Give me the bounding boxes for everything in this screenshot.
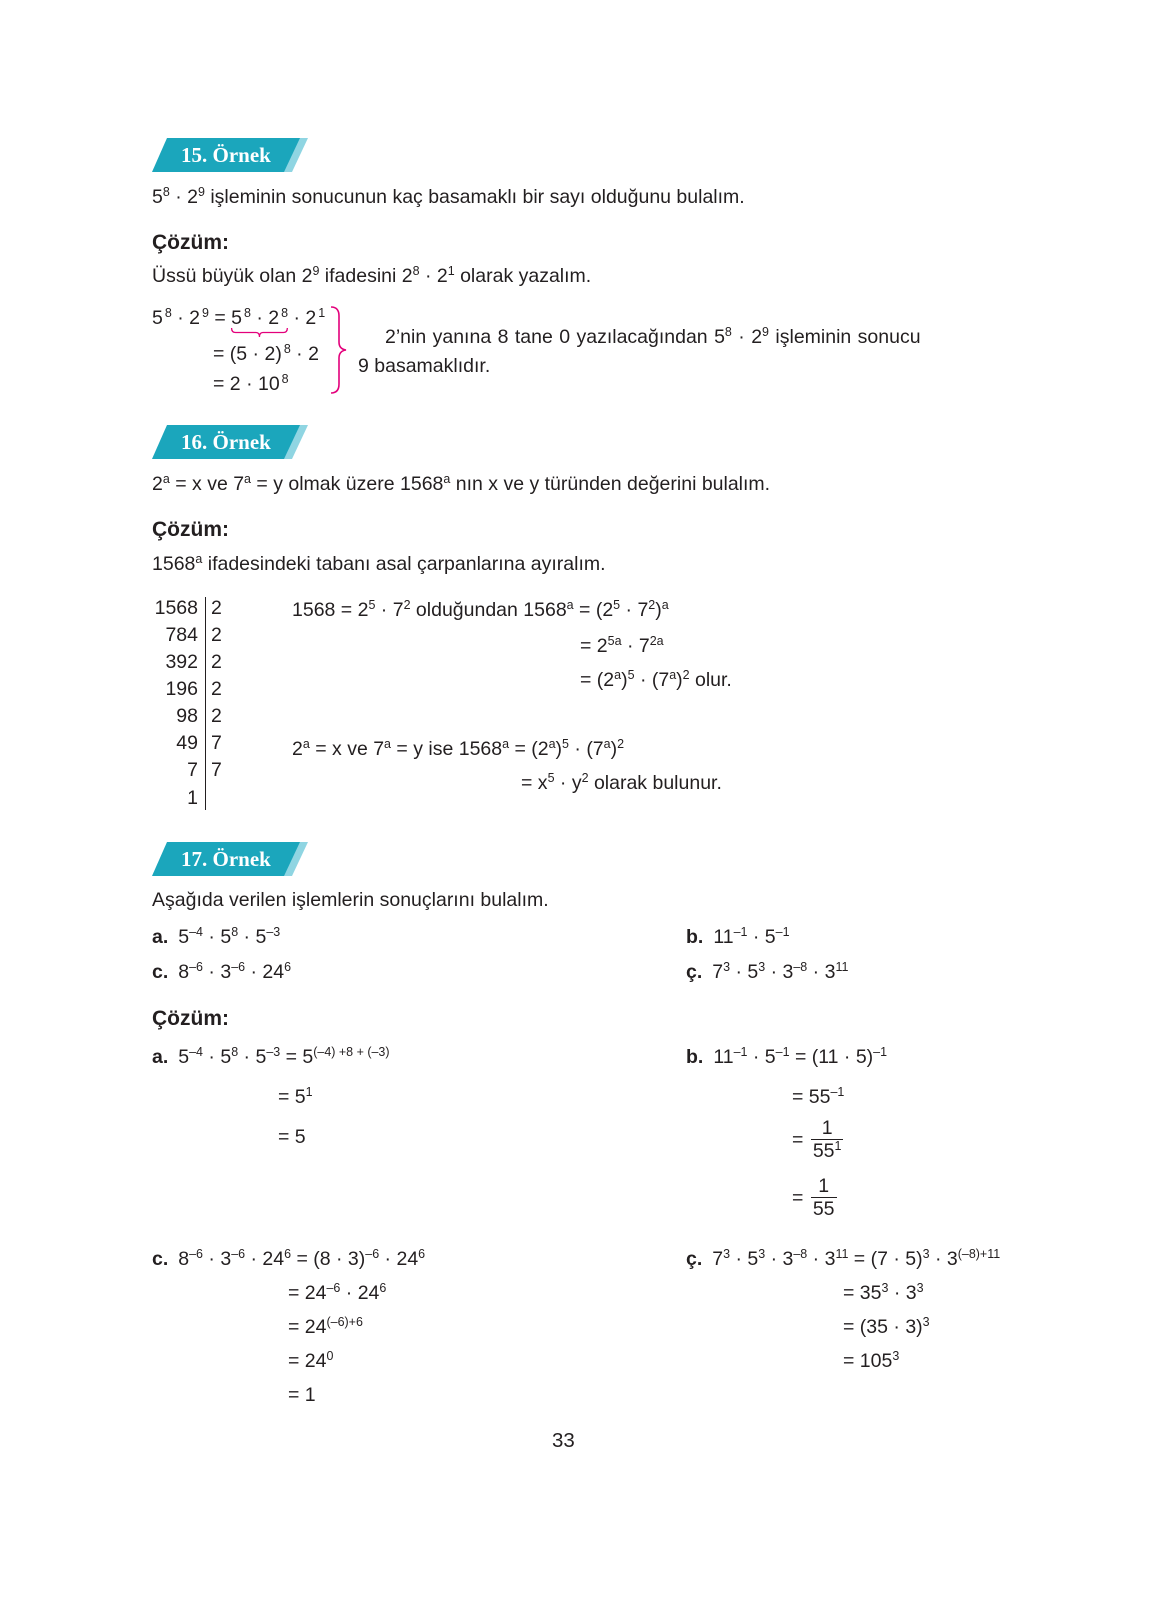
text-run: = 5 <box>280 1046 314 1068</box>
example-16-step-4 <box>292 737 624 761</box>
example-15-step-1 <box>152 306 325 330</box>
text-run: 5 <box>178 1046 190 1068</box>
superscript: 8 <box>283 342 291 357</box>
item-label: ç. <box>686 1248 703 1270</box>
superscript: a <box>603 737 611 752</box>
solution-b-line-3 <box>792 1117 845 1162</box>
fraction-numerator <box>811 1175 837 1198</box>
superscript: 8 <box>281 372 289 387</box>
text-run: 5 <box>178 926 190 948</box>
text-run: · 3 <box>203 961 232 983</box>
solution-a-line-2 <box>278 1085 313 1109</box>
text-run: · 24 <box>245 961 285 983</box>
example-15-intro <box>152 264 591 288</box>
solution-cc-line-4 <box>843 1349 899 1373</box>
superscript: 5 <box>547 771 555 786</box>
text-run: 55 <box>812 1198 835 1220</box>
text-run: · 5 <box>747 926 776 948</box>
example-15-step-2 <box>213 342 319 366</box>
text-run: = 24 <box>288 1282 327 1304</box>
text-run: · 2 <box>290 343 319 365</box>
example-15-conclusion-line-2 <box>358 354 490 378</box>
solution-a-line-3 <box>278 1125 306 1149</box>
text-run: = (2 <box>580 669 615 691</box>
superscript: –8 <box>793 1247 808 1262</box>
right-curly-brace-icon <box>327 305 351 397</box>
example-16-solution-heading: Çözüm: <box>152 518 229 541</box>
solution-cc-line-3 <box>843 1315 930 1339</box>
factor-divisor: 2 <box>211 678 222 700</box>
superscript: 9 <box>201 306 209 321</box>
superscript: 9 <box>197 185 205 200</box>
factor-dividend: 7 <box>187 759 198 781</box>
text-run: · 24 <box>245 1248 285 1270</box>
superscript: 3 <box>922 1247 930 1262</box>
text-run: 8 <box>178 961 190 983</box>
text-run: · 5 <box>203 926 232 948</box>
example-16-badge <box>150 423 315 463</box>
underbraced-group <box>231 306 288 330</box>
superscript: 2a <box>649 634 664 649</box>
text-run: = 24 <box>288 1316 327 1338</box>
text-run: 2’nin yanına 8 tane 0 yazılacağından 5 <box>385 326 725 348</box>
superscript: 9 <box>762 325 769 340</box>
superscript: a <box>302 737 310 752</box>
fraction-denominator <box>811 1140 844 1162</box>
superscript: 3 <box>892 1349 900 1364</box>
example-15-question <box>152 185 745 209</box>
superscript: 6 <box>418 1247 426 1262</box>
superscript: –1 <box>733 1045 748 1060</box>
superscript: 8 <box>412 264 420 279</box>
superscript: 9 <box>312 264 320 279</box>
text-run: · 3 <box>203 1248 232 1270</box>
superscript: –3 <box>266 1045 281 1060</box>
item-label: b. <box>686 1046 704 1068</box>
superscript: 3 <box>758 1247 766 1262</box>
text-run: nın x ve y türünden değerini bulalım. <box>450 473 771 495</box>
factor-divisor: 2 <box>211 705 222 727</box>
text-run: ) <box>555 738 563 760</box>
example-17-item-a <box>152 925 280 949</box>
superscript: –6 <box>189 1247 203 1262</box>
text-run: = 24 <box>288 1350 327 1372</box>
superscript: 3 <box>922 1315 930 1330</box>
item-label: b. <box>686 926 704 948</box>
text-run: = (8 · 3) <box>291 1248 366 1270</box>
superscript: –8 <box>793 960 808 975</box>
superscript: 6 <box>284 1247 292 1262</box>
text-run: · (7 <box>634 669 670 691</box>
text-run: = (35 · 3) <box>843 1316 923 1338</box>
text-run: ifadesini 2 <box>319 265 413 287</box>
superscript: –6 <box>326 1281 341 1296</box>
superscript: 1 <box>318 306 326 321</box>
solution-c-line-3 <box>288 1315 363 1339</box>
text-run: · 24 <box>379 1248 419 1270</box>
text-run: = (2 <box>573 599 614 621</box>
text-run: ) <box>655 599 662 621</box>
underbrace-icon <box>231 328 288 337</box>
text-run: · 3 <box>765 1248 794 1270</box>
text-run: = x ve 7 <box>169 473 245 495</box>
superscript: 8 <box>281 306 289 321</box>
factor-dividend: 1568 <box>154 597 198 619</box>
text-run: · (7 <box>568 738 604 760</box>
superscript: 5 <box>562 737 569 752</box>
superscript: –6 <box>231 960 246 975</box>
text-run: = 1 <box>288 1384 316 1406</box>
superscript: 5 <box>627 668 635 683</box>
superscript: (–6)+6 <box>326 1315 363 1330</box>
superscript: 8 <box>162 185 170 200</box>
text-run: · 5 <box>747 1046 776 1068</box>
text-run: Üssü büyük olan 2 <box>152 265 313 287</box>
text-run: 9 basamaklıdır. <box>358 355 491 377</box>
example-16-title: 16. Örnek <box>181 430 271 454</box>
superscript: –4 <box>189 1045 203 1060</box>
superscript: 2 <box>648 598 656 613</box>
text-run: olarak bulunur. <box>588 772 722 794</box>
superscript: 8 <box>244 306 251 321</box>
example-16-step-3 <box>580 668 732 692</box>
example-16-step-1 <box>292 598 669 622</box>
example-16-intro <box>152 552 606 576</box>
example-15-conclusion-line-1 <box>385 325 921 349</box>
superscript: 8 <box>231 1045 239 1060</box>
text-run: ) <box>610 738 618 760</box>
superscript: 2 <box>581 771 589 786</box>
superscript: 1 <box>447 264 455 279</box>
example-15-solution-heading: Çözüm: <box>152 231 229 254</box>
factor-dividend: 784 <box>165 624 198 646</box>
text-run: · 5 <box>730 961 759 983</box>
superscript: 3 <box>881 1281 889 1296</box>
factor-divisor: 2 <box>211 624 222 646</box>
text-run: · 3 <box>765 961 794 983</box>
superscript: 6 <box>379 1281 387 1296</box>
text-run: · 2 <box>731 326 763 348</box>
superscript: (–8)+11 <box>957 1247 1001 1262</box>
text-run: = <box>208 307 232 329</box>
text-run: 5 <box>152 186 163 208</box>
text-run: = (2 <box>509 738 549 760</box>
text-run: = x <box>521 772 548 794</box>
text-run: · 3 <box>807 1248 836 1270</box>
text-run: 8 <box>178 1248 190 1270</box>
example-17-item-cc <box>686 960 848 984</box>
solution-c-line-2 <box>288 1281 386 1305</box>
example-15-step-3 <box>213 372 289 396</box>
fraction-numerator <box>811 1117 844 1140</box>
text-run: olarak yazalım. <box>454 265 592 287</box>
superscript: 8 <box>231 925 239 940</box>
fraction <box>809 1117 846 1162</box>
text-run: · y <box>554 772 582 794</box>
text-run: · 2 <box>250 307 280 329</box>
solution-c-line-5 <box>288 1383 316 1407</box>
example-15-title: 15. Örnek <box>181 143 271 167</box>
example-17-item-c <box>152 960 291 984</box>
text-run: ) <box>676 669 683 691</box>
fraction-denominator <box>811 1198 837 1220</box>
superscript: a <box>614 668 622 683</box>
text-run: = y ise 1568 <box>390 738 503 760</box>
superscript: 6 <box>284 960 292 975</box>
text-run: = 105 <box>843 1350 893 1372</box>
text-run: = 35 <box>843 1282 882 1304</box>
factor-dividend: 98 <box>176 705 198 727</box>
text-run: · 7 <box>620 599 649 621</box>
text-run: = 2 <box>580 635 608 657</box>
superscript: –1 <box>733 925 748 940</box>
text-run: 5 <box>152 307 163 329</box>
text-run: olur. <box>689 669 732 691</box>
text-run: = (7 · 5) <box>848 1248 923 1270</box>
superscript: a <box>195 552 203 567</box>
example-16-step-2 <box>580 634 664 658</box>
superscript: –4 <box>189 925 203 940</box>
example-16-question <box>152 472 770 496</box>
factor-table-divider <box>205 597 206 810</box>
text-run: · 5 <box>730 1248 759 1270</box>
text-run: ifadesindeki tabanı asal çarpanlarına ayıralım. <box>202 553 606 575</box>
superscript: a <box>244 472 251 487</box>
superscript: –1 <box>775 1045 790 1060</box>
text-run: işleminin sonucu <box>768 326 921 348</box>
text-run: · 7 <box>375 599 404 621</box>
superscript: 5a <box>607 634 622 649</box>
superscript: 11 <box>835 960 849 975</box>
superscript: 2 <box>682 668 690 683</box>
text-run: = (5 · 2) <box>213 343 282 365</box>
superscript: –6 <box>231 1247 246 1262</box>
superscript: –1 <box>830 1085 845 1100</box>
example-17-badge <box>150 840 315 880</box>
text-run: · 7 <box>621 635 650 657</box>
text-run: = y olmak üzere 1568 <box>250 473 444 495</box>
fraction <box>809 1175 839 1220</box>
text-run: = x ve 7 <box>309 738 385 760</box>
solution-c-line-4 <box>288 1349 333 1373</box>
superscript: 2 <box>617 737 625 752</box>
superscript: 3 <box>758 960 766 975</box>
page-number: 33 <box>552 1429 575 1452</box>
factor-dividend: 49 <box>176 732 198 754</box>
superscript: –1 <box>775 925 790 940</box>
text-run: 7 <box>712 961 724 983</box>
solution-b-line-1 <box>686 1045 887 1069</box>
factor-divisor: 2 <box>211 651 222 673</box>
superscript: –6 <box>365 1247 380 1262</box>
text-run: · 2 <box>288 307 317 329</box>
superscript: 1 <box>305 1085 313 1100</box>
item-label: ç. <box>686 961 703 983</box>
factor-dividend: 196 <box>165 678 198 700</box>
text-run: = <box>792 1128 809 1151</box>
factor-dividend: 1 <box>187 787 198 809</box>
text-run: · 2 <box>169 186 198 208</box>
text-run: 2 <box>152 473 163 495</box>
superscript: a <box>661 598 669 613</box>
text-run: · 5 <box>238 1046 267 1068</box>
text-run: ) <box>621 669 628 691</box>
superscript: –1 <box>873 1045 888 1060</box>
text-run: = (11 · 5) <box>789 1046 874 1068</box>
text-run: = 5 <box>278 1086 306 1108</box>
factor-dividend: 392 <box>165 651 198 673</box>
text-run: · 3 <box>807 961 836 983</box>
item-label: c. <box>152 1248 169 1270</box>
text-run: 1568 <box>152 553 196 575</box>
superscript: 2 <box>403 598 411 613</box>
text-run: · 2 <box>171 307 200 329</box>
text-run: 55 <box>812 1140 835 1162</box>
text-run: 1568 = 2 <box>292 599 369 621</box>
text-run: · 3 <box>888 1282 917 1304</box>
text-run: 2 <box>292 738 303 760</box>
text-run: 11 <box>713 926 734 948</box>
superscript: 5 <box>368 598 376 613</box>
superscript: a <box>669 668 677 683</box>
superscript: 3 <box>916 1281 924 1296</box>
text-run: = <box>792 1186 809 1209</box>
superscript: 11 <box>835 1247 849 1262</box>
superscript: 3 <box>723 1247 731 1262</box>
text-run: 1 <box>818 1175 830 1197</box>
superscript: 8 <box>724 325 732 340</box>
superscript: 1 <box>834 1139 842 1154</box>
text-run: · 2 <box>419 265 448 287</box>
superscript: 5 <box>613 598 621 613</box>
superscript: a <box>443 472 451 487</box>
superscript: (–4) +8 + (–3) <box>313 1045 390 1060</box>
text-run: = 2 · 10 <box>213 373 280 395</box>
text-run: = 55 <box>792 1086 831 1108</box>
text-run: 5 <box>231 307 243 329</box>
solution-c-line-1 <box>152 1247 425 1271</box>
text-run: olduğundan 1568 <box>410 599 567 621</box>
item-label: a. <box>152 926 169 948</box>
superscript: 3 <box>723 960 731 975</box>
superscript: a <box>384 737 391 752</box>
superscript: 0 <box>326 1349 334 1364</box>
superscript: 8 <box>164 306 172 321</box>
text-run: 7 <box>712 1248 724 1270</box>
solution-cc-line-2 <box>843 1281 924 1305</box>
solution-a-line-1 <box>152 1045 390 1069</box>
solution-cc-line-1 <box>686 1247 1000 1271</box>
text-run: · 5 <box>203 1046 232 1068</box>
item-label: a. <box>152 1046 169 1068</box>
superscript: –6 <box>189 960 203 975</box>
superscript: a <box>566 598 574 613</box>
factor-divisor: 7 <box>211 759 222 781</box>
factor-divisor: 7 <box>211 732 222 754</box>
text-run: = 5 <box>278 1126 306 1148</box>
text-run: · 24 <box>340 1282 380 1304</box>
example-17-question: Aşağıda verilen işlemlerin sonuçlarını bulalım. <box>152 889 549 911</box>
solution-b-line-2 <box>792 1085 844 1109</box>
text-run: işleminin sonucunun kaç basamaklı bir sayı olduğunu bulalım. <box>204 186 745 208</box>
example-17-solution-heading: Çözüm: <box>152 1007 229 1030</box>
superscript: a <box>548 737 556 752</box>
superscript: a <box>502 737 510 752</box>
solution-b-line-4 <box>792 1175 839 1220</box>
item-label: c. <box>152 961 169 983</box>
example-17-item-b <box>686 925 790 949</box>
factor-divisor: 2 <box>211 597 222 619</box>
text-run: · 5 <box>238 926 267 948</box>
text-run: · 3 <box>929 1248 958 1270</box>
example-17-title: 17. Örnek <box>181 847 271 871</box>
example-15-badge <box>150 136 315 176</box>
text-run: 11 <box>713 1046 734 1068</box>
text-run: 1 <box>821 1117 833 1139</box>
superscript: –3 <box>266 925 281 940</box>
example-16-step-5 <box>521 771 722 795</box>
superscript: a <box>162 472 170 487</box>
